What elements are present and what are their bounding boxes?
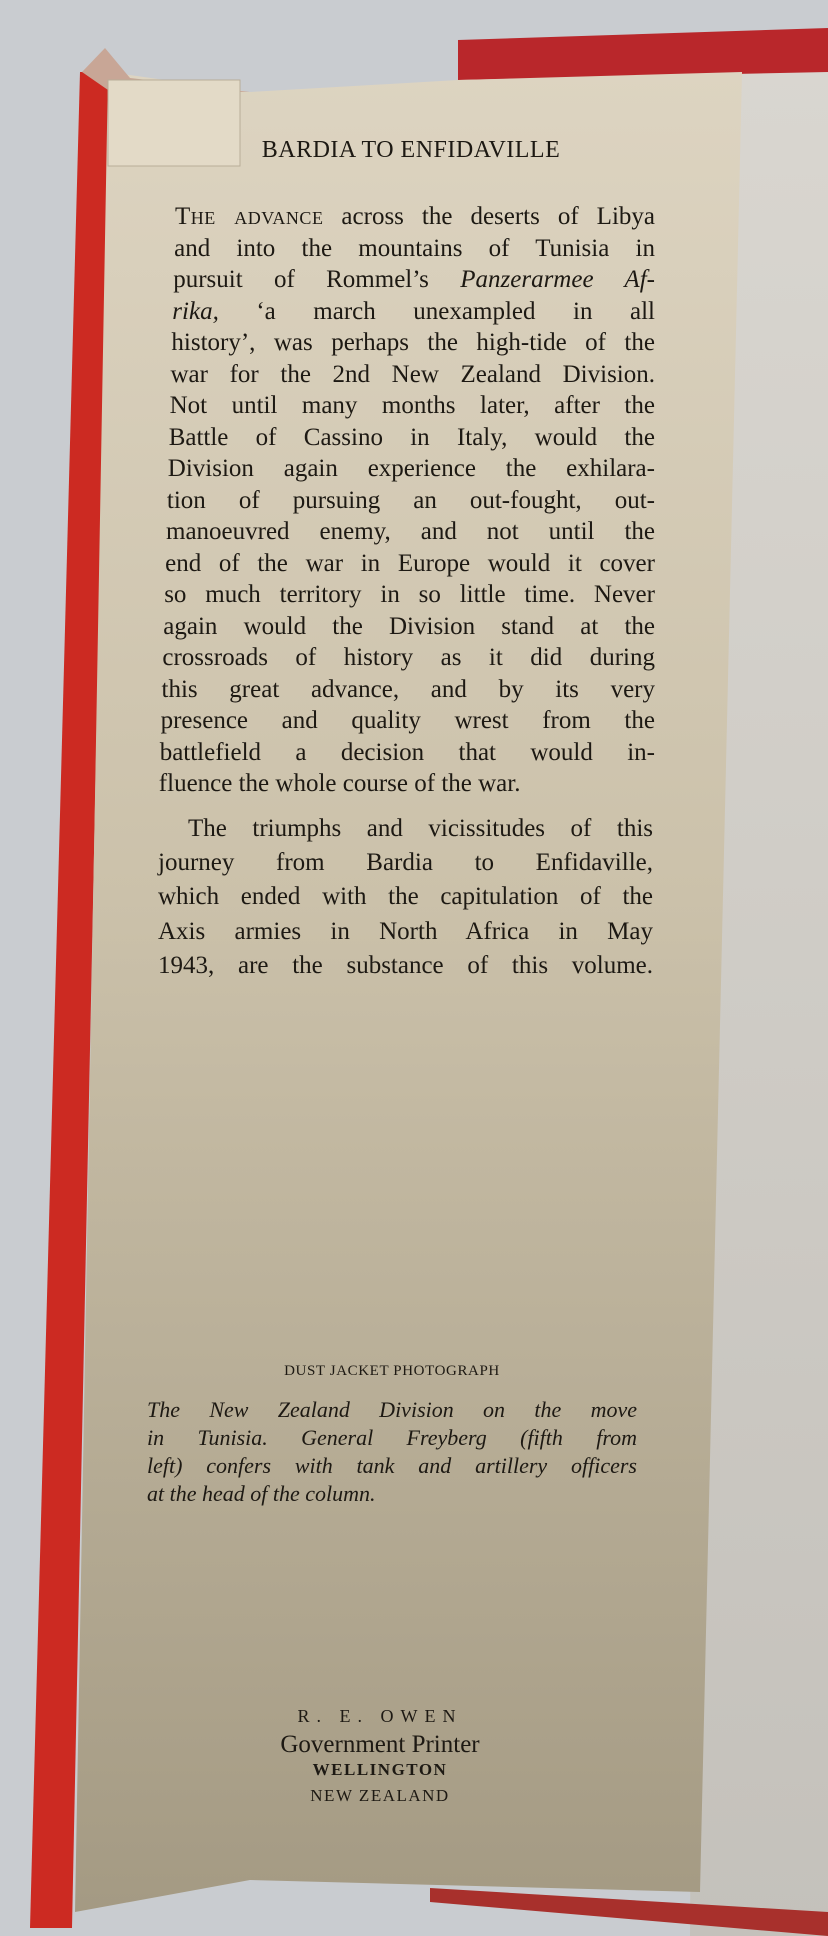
- text-segment: across the deserts of Libya: [323, 203, 655, 230]
- tape-patch: [108, 80, 240, 166]
- blurb-line: [188, 813, 653, 844]
- text-segment: pursuit of Rommel’s: [173, 266, 461, 293]
- blurb-line: [168, 453, 655, 484]
- text-segment: battlefield a decision that would in-: [159, 738, 655, 766]
- blurb-line: [162, 674, 656, 705]
- blurb-line: [174, 233, 655, 264]
- blurb-line: [167, 485, 655, 516]
- printer-name: R. E. OWEN: [297, 1706, 463, 1726]
- italic-text: rika,: [172, 297, 219, 325]
- text-segment: so much territory in so little time. Never: [164, 581, 655, 608]
- text-segment: Division again experience the exhilara-: [167, 455, 655, 482]
- blurb-line: [164, 579, 655, 610]
- text-segment: this great advance, and by its very: [161, 675, 655, 703]
- caption-line: left) confers with tank and artillery officers: [147, 1453, 637, 1478]
- caption-line: at the head of the column.: [147, 1481, 376, 1506]
- blurb-line: [158, 847, 653, 878]
- blurb-line: [170, 390, 655, 421]
- text-segment: presence and quality wrest from the: [160, 707, 655, 734]
- printer-role: Government Printer: [280, 1731, 480, 1758]
- blurb-line: [159, 768, 655, 799]
- blurb-line: [160, 737, 655, 768]
- blurb-line: [172, 296, 655, 327]
- blurb-line: [161, 705, 655, 736]
- text-segment: Battle of Cassino in Italy, would the: [168, 423, 655, 451]
- text-segment: crossroads of history as it did during: [162, 644, 655, 671]
- text-segment: history’, was perhaps the high-tide of the: [171, 329, 655, 356]
- text-segment: fluence the whole course of the war.: [158, 770, 521, 797]
- caption-heading: DUST JACKET PHOTOGRAPH: [284, 1363, 500, 1379]
- text-segment: war for the 2nd New Zealand Division.: [170, 360, 655, 388]
- text-segment: journey from Bardia to Enfidaville,: [158, 849, 653, 877]
- text-segment: The triumphs and vicissitudes of this: [188, 815, 653, 842]
- small-caps-lead: The advance: [175, 203, 324, 230]
- blurb-line: [165, 548, 655, 579]
- blurb-line: [171, 359, 656, 390]
- printer-city: WELLINGTON: [312, 1760, 448, 1779]
- text-segment: end of the war in Europe would it cover: [165, 549, 655, 577]
- blurb-line: [158, 881, 653, 912]
- blurb-line: [175, 201, 655, 232]
- blurb-line: [169, 422, 655, 453]
- caption-line: in Tunisia. General Freyberg (fifth from: [147, 1425, 637, 1450]
- text-segment: Axis armies in North Africa in May: [158, 917, 653, 945]
- text-segment: again would the Division stand at the: [163, 612, 655, 640]
- blurb-line: [162, 642, 655, 673]
- text-segment: manoeuvred enemy, and not until the: [166, 518, 655, 545]
- italic-text: Panzerarmee Af-: [460, 266, 655, 293]
- flap-title: BARDIA TO ENFIDAVILLE: [261, 137, 561, 163]
- text-segment: and into the mountains of Tunisia in: [174, 234, 655, 262]
- printer-country: NEW ZEALAND: [310, 1786, 450, 1805]
- blurb-line: [158, 916, 653, 947]
- blurb-line: [171, 327, 655, 358]
- blurb-line: [173, 264, 655, 295]
- text-segment: tion of pursuing an out-fought, out-: [166, 486, 655, 514]
- text-segment: ‘a march unexampled in all: [218, 297, 655, 325]
- text-segment: which ended with the capitulation of the: [158, 883, 653, 911]
- blurb-line: [166, 516, 655, 547]
- blurb-line: [158, 950, 653, 981]
- text-segment: Not until many months later, after the: [169, 392, 655, 419]
- blurb-line: [163, 611, 655, 642]
- text-segment: 1943, are the substance of this volume.: [158, 951, 653, 979]
- caption-line: The New Zealand Division on the move: [147, 1397, 637, 1422]
